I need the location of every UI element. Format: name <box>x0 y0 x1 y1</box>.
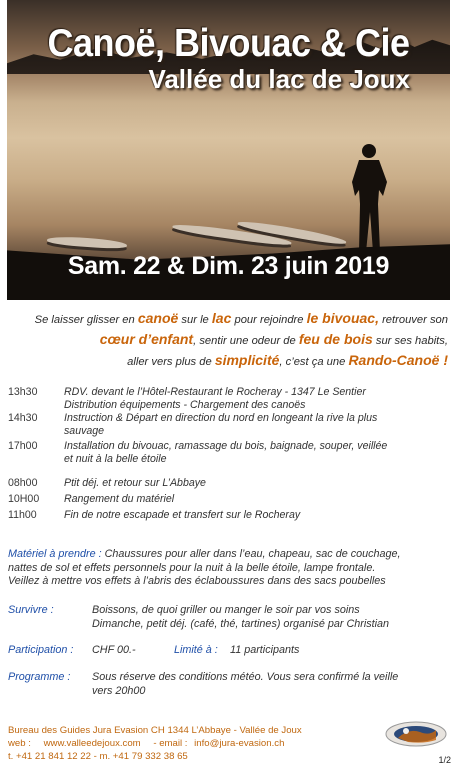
schedule-desc: Ptit déj. et retour sur L’Abbaye <box>64 477 206 489</box>
participation-section <box>8 644 299 658</box>
schedule-row <box>8 509 448 522</box>
schedule-time: 08h00 <box>8 477 38 489</box>
intro-keyword: Rando-Canoë ! <box>348 352 448 368</box>
intro-keyword: simplicité <box>214 352 280 368</box>
programme-section <box>8 671 398 698</box>
materiel-section <box>8 548 448 589</box>
schedule-time <box>8 425 64 438</box>
materiel-text: Veillez à mettre vos effets à l’abris des éclaboussures dans des sacs poubelles <box>8 575 386 587</box>
limite-label: Limité à : <box>174 644 218 656</box>
limite-value: 11 participants <box>230 644 300 656</box>
participation-price: CHF 00.- <box>92 644 136 656</box>
programme-label: Programme : <box>8 671 71 683</box>
footer-phone: t. +41 21 841 12 22 - m. +41 79 332 38 65 <box>8 751 188 762</box>
survivre-section <box>8 604 389 631</box>
intro-text: pour rejoindre <box>231 314 307 326</box>
schedule-time: 10H00 <box>8 493 40 505</box>
materiel-text: nattes de sol et effets personnels pour la nuit à la belle étoile, lampe frontale. <box>8 561 376 574</box>
schedule-desc: sauvage <box>64 425 105 437</box>
email-label: - email : <box>153 738 188 749</box>
poster-subtitle: Vallée du lac de Joux <box>148 64 410 94</box>
schedule-time: 17h00 <box>8 440 38 452</box>
intro-text: retrouver son <box>378 314 448 326</box>
intro-keyword: lac <box>211 310 232 326</box>
schedule-time <box>8 453 64 466</box>
schedule-row <box>8 493 448 506</box>
schedule-day1 <box>8 386 448 466</box>
materiel-text: Chaussures pour aller dans l’eau, chapeau, sac de couchage, <box>101 548 401 560</box>
schedule-desc: Fin de notre escapade et transfert sur le Rocheray <box>64 509 301 521</box>
intro-text: Se laisser glisser en <box>34 314 138 326</box>
schedule-row <box>8 425 448 438</box>
intro-text: , c’est ça une <box>279 356 349 368</box>
schedule-desc: Rangement du matériel <box>64 493 175 505</box>
schedule-day2 <box>8 477 448 522</box>
schedule-row <box>8 399 448 412</box>
intro-keyword: canoë <box>137 310 179 326</box>
schedule-time: 11h00 <box>8 509 37 521</box>
schedule-row <box>8 453 448 466</box>
intro-keyword: cœur d’enfant <box>99 331 194 347</box>
participation-label: Participation : <box>8 644 74 656</box>
intro-keyword: feu de bois <box>298 331 373 347</box>
hero-photo <box>7 0 450 300</box>
schedule-time: 14h30 <box>8 412 38 424</box>
footer-address: Bureau des Guides Jura Evasion CH 1344 L’Abbaye - Vallée de Joux <box>8 725 302 736</box>
intro-text: aller vers plus de <box>127 356 215 368</box>
person-silhouette <box>347 142 393 254</box>
schedule-desc: Instruction & Départ en direction du nord en longeant la rive la plus <box>64 412 378 424</box>
intro-text: sur ses habits, <box>372 335 448 347</box>
canoe-shape <box>47 235 127 250</box>
jura-evasion-logo-icon <box>384 720 448 748</box>
schedule-desc: et nuit à la belle étoile <box>64 453 167 465</box>
schedule-time: 13h30 <box>8 386 38 398</box>
intro-keyword: le bivouac, <box>306 310 379 326</box>
email-link[interactable]: info@jura-evasion.ch <box>194 738 285 749</box>
schedule-time <box>8 399 64 412</box>
event-dates: Sam. 22 & Dim. 23 juin 2019 <box>67 252 390 280</box>
materiel-label: Matériel à prendre : <box>8 548 102 560</box>
website-link[interactable]: www.valleedejoux.com <box>43 738 141 749</box>
web-label: web : <box>8 738 31 749</box>
schedule-row <box>8 412 448 425</box>
intro-text: , sentir une odeur de <box>193 335 299 347</box>
intro-text: sur le <box>178 314 212 326</box>
schedule-row <box>8 386 448 399</box>
programme-text: Sous réserve des conditions météo. Vous sera confirmé la veille <box>92 671 399 683</box>
schedule-row <box>8 477 448 490</box>
schedule-desc: RDV. devant le l’Hôtel-Restaurant le Rocheray - 1347 Le Sentier <box>64 386 366 398</box>
survivre-text: Boissons, de quoi griller ou manger le soir par vos soins <box>92 604 360 616</box>
schedule-row <box>8 440 448 453</box>
page-number: 1/2 <box>438 755 451 765</box>
poster-title: Canoë, Bivouac & Cie <box>47 20 410 65</box>
intro-paragraph <box>14 309 448 372</box>
schedule-desc: Distribution équipements - Chargement des canoës <box>64 399 306 411</box>
footer-contact <box>8 724 302 763</box>
survivre-label: Survivre : <box>8 604 54 616</box>
schedule-desc: Installation du bivouac, ramassage du bois, baignade, souper, veillée <box>64 440 388 452</box>
programme-text: vers 20h00 <box>92 684 146 697</box>
survivre-text: Dimanche, petit déj. (café, thé, tartines) organisé par Christian <box>92 617 390 630</box>
